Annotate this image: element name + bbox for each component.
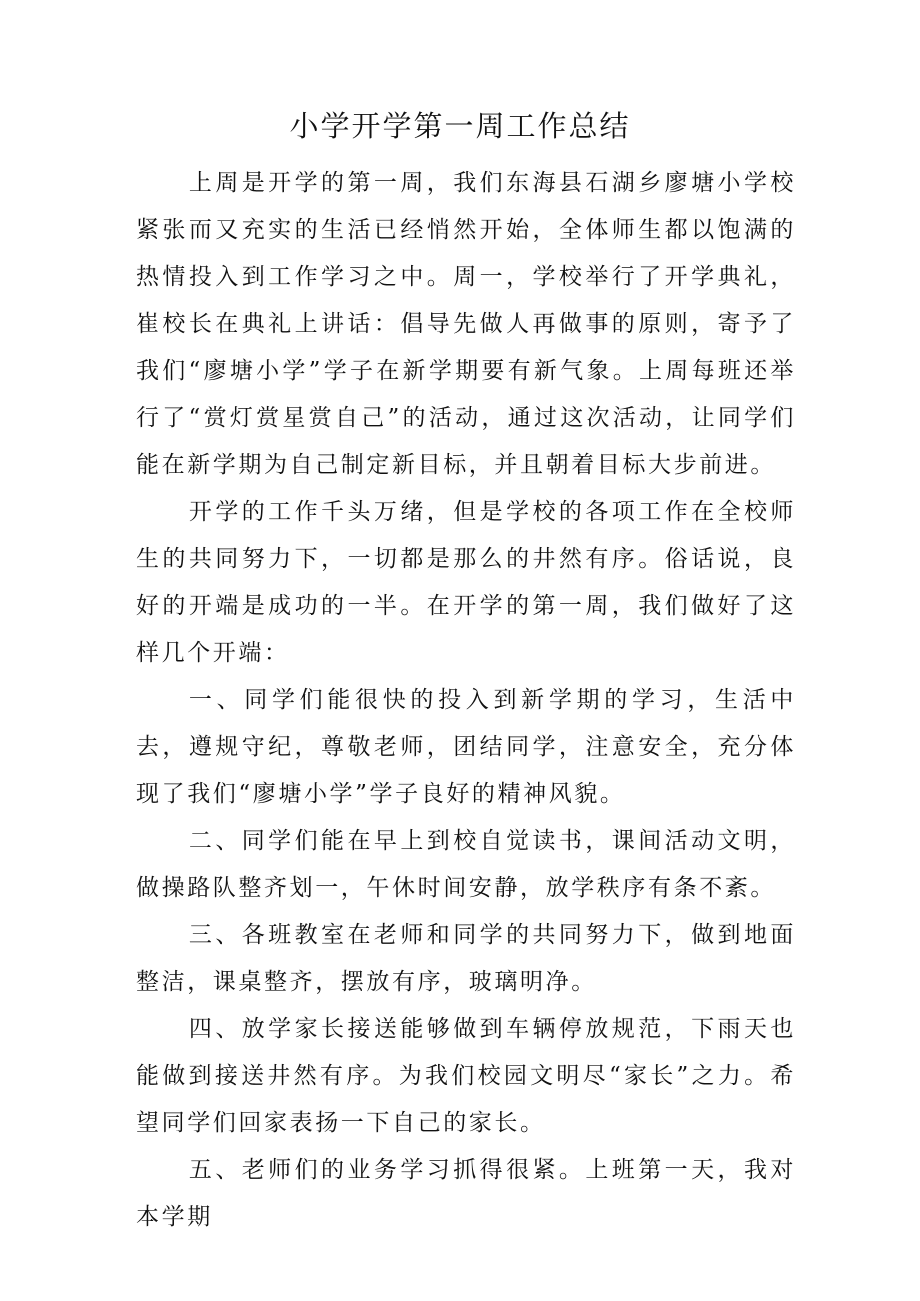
paragraph-item-3: 三、各班教室在老师和同学的共同努力下，做到地面整洁，课桌整齐，摆放有序，玻璃明净。: [136, 922, 796, 995]
paragraph-item-1: 一、同学们能很快的投入到新学期的学习，生活中去，遵规守纪，尊敬老师，团结同学，注意安全，充分体现了我们“廖塘小学”学子良好的精神风貌。: [136, 687, 796, 807]
paragraph-item-4: 四、放学家长接送能够做到车辆停放规范，下雨天也能做到接送井然有序。为我们校园文明尽“家长”之力。希望同学们回家表扬一下自己的家长。: [136, 1016, 796, 1136]
paragraph-item-5: 五、老师们的业务学习抓得很紧。上班第一天，我对本学期: [136, 1157, 796, 1230]
document-body: [136, 160, 796, 1241]
paragraph-overview: 开学的工作千头万绪，但是学校的各项工作在全校师生的共同努力下，一切都是那么的井然有序。俗话说，良好的开端是成功的一半。在开学的第一周，我们做好了这样几个开端：: [136, 499, 796, 666]
paragraph-intro: 上周是开学的第一周，我们东海县石湖乡廖塘小学校紧张而又充实的生活已经悄然开始，全体师生都以饱满的热情投入到工作学习之中。周一，学校举行了开学典礼，崔校长在典礼上讲话：倡导先做人再做事的原则，寄予了我们“廖塘小学”学子在新学期要有新气象。上周每班还举行了“赏灯赏星赏自己”的活动，通过这次活动，让同学们能在新学期为自己制定新目标，并且朝着目标大步前进。: [136, 170, 796, 478]
document-title: 小学开学第一周工作总结: [289, 109, 631, 143]
paragraph-item-2: 二、同学们能在早上到校自觉读书，课间活动文明，做操路队整齐划一，午休时间安静，放学秩序有条不紊。: [136, 828, 796, 901]
